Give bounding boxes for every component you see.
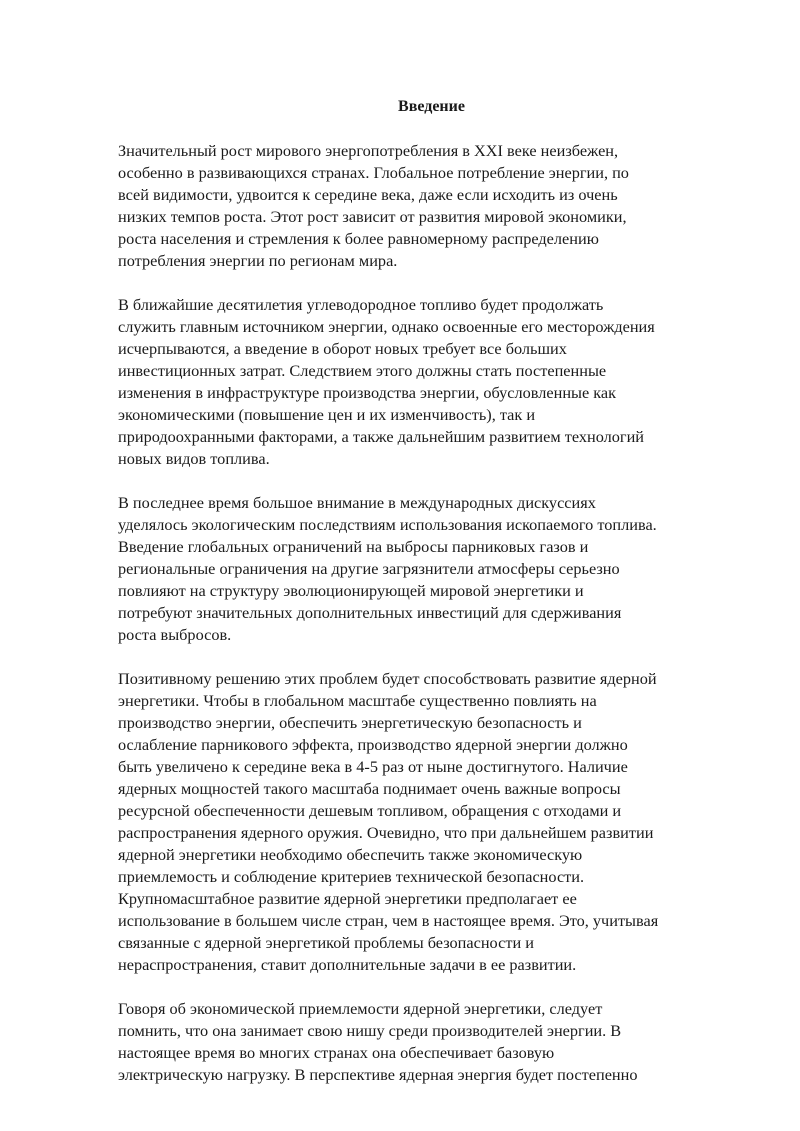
paragraph-line: особенно в развивающихся странах. Глобальное потребление энергии, по: [118, 163, 629, 182]
paragraph-line: Введение глобальных ограничений на выбросы парниковых газов и: [118, 537, 589, 556]
paragraph: [118, 998, 743, 1086]
paragraph-line: роста выбросов.: [118, 625, 232, 644]
paragraph-line: В ближайшие десятилетия углеводородное топливо будет продолжать: [118, 295, 604, 314]
paragraph: [118, 668, 743, 976]
paragraph-line: связанные с ядерной энергетикой проблемы безопасности и: [118, 933, 534, 952]
paragraph-line: повлияют на структуру эволюционирующей мировой энергетики и: [118, 581, 584, 600]
paragraph-line: природоохранными факторами, а также дальнейшим развитием технологий: [118, 427, 644, 446]
paragraph: [118, 140, 743, 272]
paragraph-line: экономическими (повышение цен и их изменчивость), так и: [118, 405, 536, 424]
paragraph-line: помнить, что она занимает свою нишу среди производителей энергии. В: [118, 1021, 622, 1040]
paragraph-line: новых видов топлива.: [118, 449, 270, 468]
document-body: [118, 140, 743, 1086]
document-page: [118, 96, 743, 1108]
paragraph: [118, 492, 743, 646]
paragraph-line: служить главным источником энергии, однако освоенные его месторождения: [118, 317, 655, 336]
paragraph-line: региональные ограничения на другие загрязнители атмосферы серьезно: [118, 559, 620, 578]
paragraph-line: ядерных мощностей такого масштаба поднимает очень важные вопросы: [118, 779, 621, 798]
paragraph-line: уделялось экологическим последствиям использования ископаемого топлива.: [118, 515, 657, 534]
paragraph-line: исчерпываются, а введение в оборот новых требует все больших: [118, 339, 567, 358]
paragraph-line: ослабление парникового эффекта, производство ядерной энергии должно: [118, 735, 628, 754]
paragraph-line: Крупномасштабное развитие ядерной энергетики предполагает ее: [118, 889, 577, 908]
paragraph-line: нераспространения, ставит дополнительные задачи в ее развитии.: [118, 955, 577, 974]
paragraph: [118, 294, 743, 470]
paragraph-line: В последнее время большое внимание в международных дискуссиях: [118, 493, 596, 512]
paragraph-line: производство энергии, обеспечить энергетическую безопасность и: [118, 713, 582, 732]
paragraph-line: низких темпов роста. Этот рост зависит от развития мировой экономики,: [118, 207, 627, 226]
paragraph-line: ядерной энергетики необходимо обеспечить также экономическую: [118, 845, 583, 864]
paragraph-line: быть увеличено к середине века в 4-5 раз от ныне достигнутого. Наличие: [118, 757, 628, 776]
paragraph-line: Говоря об экономической приемлемости ядерной энергетики, следует: [118, 999, 603, 1018]
paragraph-line: потребуют значительных дополнительных инвестиций для сдерживания: [118, 603, 622, 622]
paragraph-line: ресурсной обеспеченности дешевым топливом, обращения с отходами и: [118, 801, 622, 820]
paragraph-line: потребления энергии по регионам мира.: [118, 251, 398, 270]
paragraph-line: всей видимости, удвоится к середине века, даже если исходить из очень: [118, 185, 618, 204]
paragraph-line: распространения ядерного оружия. Очевидно, что при дальнейшем развитии: [118, 823, 654, 842]
paragraph-line: приемлемость и соблюдение критериев технической безопасности.: [118, 867, 585, 886]
paragraph-line: Значительный рост мирового энергопотребления в XXI веке неизбежен,: [118, 141, 619, 160]
document-title: Введение: [398, 98, 465, 115]
paragraph-line: энергетики. Чтобы в глобальном масштабе существенно повлиять на: [118, 691, 597, 710]
paragraph-line: инвестиционных затрат. Следствием этого должны стать постепенные: [118, 361, 607, 380]
paragraph-line: роста населения и стремления к более равномерному распределению: [118, 229, 599, 248]
paragraph-line: электрическую нагрузку. В перспективе ядерная энергия будет постепенно: [118, 1065, 638, 1084]
paragraph-line: использование в большем числе стран, чем в настоящее время. Это, учитывая: [118, 911, 659, 930]
paragraph-line: настоящее время во многих странах она обеспечивает базовую: [118, 1043, 555, 1062]
paragraph-line: Позитивному решению этих проблем будет способствовать развитие ядерной: [118, 669, 657, 688]
paragraph-line: изменения в инфраструктуре производства энергии, обусловленные как: [118, 383, 617, 402]
